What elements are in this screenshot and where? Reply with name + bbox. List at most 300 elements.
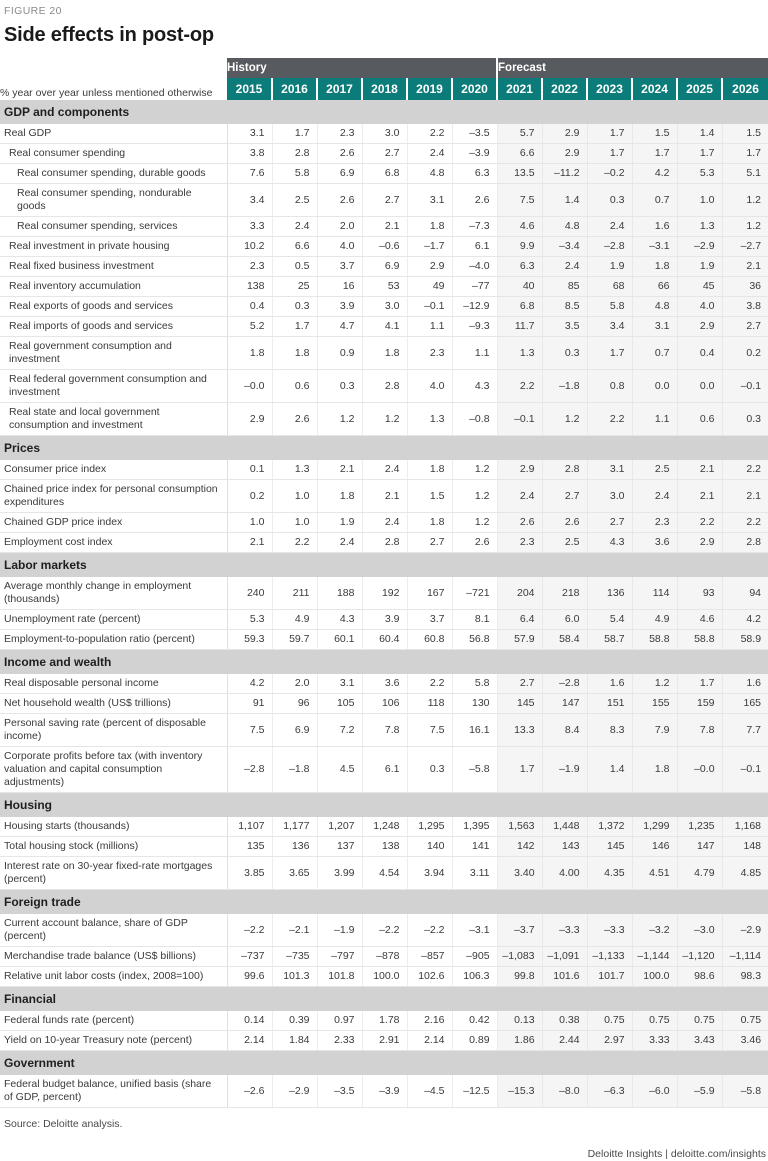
- cell-2020: 6.3: [452, 164, 497, 184]
- cell-2025: 159: [677, 694, 722, 714]
- col-header-2024: 2024: [632, 78, 677, 100]
- cell-2015: 3.3: [227, 217, 272, 237]
- cell-2025: –0.0: [677, 747, 722, 793]
- cell-2026: 1.6: [722, 674, 768, 694]
- cell-2019: 1,295: [407, 817, 452, 837]
- economic-forecast-table: [0, 58, 768, 1108]
- row-label: Employment-to-population ratio (percent): [0, 630, 227, 650]
- cell-2024: 1.2: [632, 674, 677, 694]
- cell-2024: 1.5: [632, 124, 677, 144]
- band-spacer: [0, 58, 227, 78]
- table-row: [0, 237, 768, 257]
- cell-2022: 2.6: [542, 513, 587, 533]
- cell-2017: 2.6: [317, 144, 362, 164]
- cell-2016: 0.3: [272, 297, 317, 317]
- cell-2023: –3.3: [587, 914, 632, 947]
- cell-2018: 1.78: [362, 1011, 407, 1031]
- cell-2019: 0.3: [407, 747, 452, 793]
- cell-2018: 1.2: [362, 403, 407, 436]
- cell-2024: 1,299: [632, 817, 677, 837]
- row-label: Yield on 10-year Treasury note (percent): [0, 1031, 227, 1051]
- cell-2016: 6.6: [272, 237, 317, 257]
- table-row: [0, 124, 768, 144]
- cell-2022: 0.38: [542, 1011, 587, 1031]
- cell-2022: 218: [542, 577, 587, 610]
- table-row: [0, 144, 768, 164]
- col-header-2019: 2019: [407, 78, 452, 100]
- cell-2021: 142: [497, 837, 542, 857]
- row-label: Average monthly change in employment (thousands): [0, 577, 227, 610]
- table-row: [0, 630, 768, 650]
- cell-2019: 118: [407, 694, 452, 714]
- cell-2016: 3.65: [272, 857, 317, 890]
- table-row: [0, 577, 768, 610]
- cell-2019: 2.2: [407, 124, 452, 144]
- cell-2021: 1,563: [497, 817, 542, 837]
- col-header-2022: 2022: [542, 78, 587, 100]
- cell-2020: –905: [452, 947, 497, 967]
- cell-2020: –721: [452, 577, 497, 610]
- cell-2018: 1.8: [362, 337, 407, 370]
- cell-2015: 1.0: [227, 513, 272, 533]
- cell-2022: 4.8: [542, 217, 587, 237]
- section-title: Income and wealth: [0, 650, 768, 675]
- cell-2022: 85: [542, 277, 587, 297]
- cell-2026: 2.1: [722, 257, 768, 277]
- cell-2015: 138: [227, 277, 272, 297]
- cell-2015: 3.1: [227, 124, 272, 144]
- cell-2021: 4.6: [497, 217, 542, 237]
- cell-2019: 60.8: [407, 630, 452, 650]
- cell-2016: 101.3: [272, 967, 317, 987]
- row-label: Real federal government consumption and investment: [0, 370, 227, 403]
- cell-2019: 2.14: [407, 1031, 452, 1051]
- cell-2021: 6.8: [497, 297, 542, 317]
- cell-2020: 1.2: [452, 480, 497, 513]
- table-row: [0, 403, 768, 436]
- cell-2017: 4.7: [317, 317, 362, 337]
- section-header-row: [0, 1051, 768, 1076]
- cell-2026: 3.8: [722, 297, 768, 317]
- cell-2021: 5.7: [497, 124, 542, 144]
- row-label: Federal funds rate (percent): [0, 1011, 227, 1031]
- table-row: [0, 277, 768, 297]
- cell-2024: 2.4: [632, 480, 677, 513]
- cell-2018: 3.0: [362, 297, 407, 317]
- cell-2026: 4.2: [722, 610, 768, 630]
- cell-2020: 141: [452, 837, 497, 857]
- row-label: Personal saving rate (percent of disposable income): [0, 714, 227, 747]
- cell-2018: 6.9: [362, 257, 407, 277]
- cell-2017: 4.3: [317, 610, 362, 630]
- row-label: Employment cost index: [0, 533, 227, 553]
- row-label: Real state and local government consumption and investment: [0, 403, 227, 436]
- cell-2024: –3.1: [632, 237, 677, 257]
- cell-2022: 2.8: [542, 460, 587, 480]
- cell-2024: 1.6: [632, 217, 677, 237]
- cell-2024: 1.8: [632, 257, 677, 277]
- cell-2022: 0.3: [542, 337, 587, 370]
- cell-2018: 2.8: [362, 370, 407, 403]
- cell-2015: 240: [227, 577, 272, 610]
- cell-2025: 2.1: [677, 480, 722, 513]
- cell-2024: 4.9: [632, 610, 677, 630]
- cell-2025: 93: [677, 577, 722, 610]
- table-row: [0, 747, 768, 793]
- period-band-row: [0, 58, 768, 78]
- cell-2018: 2.4: [362, 460, 407, 480]
- cell-2020: 2.6: [452, 533, 497, 553]
- cell-2019: –857: [407, 947, 452, 967]
- cell-2025: 1.0: [677, 184, 722, 217]
- cell-2021: 0.13: [497, 1011, 542, 1031]
- cell-2018: 53: [362, 277, 407, 297]
- cell-2017: 4.5: [317, 747, 362, 793]
- cell-2021: 13.3: [497, 714, 542, 747]
- row-label: Current account balance, share of GDP (percent): [0, 914, 227, 947]
- cell-2015: 59.3: [227, 630, 272, 650]
- cell-2017: 105: [317, 694, 362, 714]
- cell-2019: 2.16: [407, 1011, 452, 1031]
- cell-2020: –5.8: [452, 747, 497, 793]
- section-title: Foreign trade: [0, 890, 768, 915]
- cell-2017: –3.5: [317, 1075, 362, 1108]
- cell-2026: 1.5: [722, 124, 768, 144]
- cell-2022: 2.5: [542, 533, 587, 553]
- cell-2026: 2.7: [722, 317, 768, 337]
- cell-2015: 135: [227, 837, 272, 857]
- cell-2016: 4.9: [272, 610, 317, 630]
- cell-2017: 2.1: [317, 460, 362, 480]
- cell-2021: 11.7: [497, 317, 542, 337]
- cell-2022: 2.7: [542, 480, 587, 513]
- cell-2022: 2.9: [542, 144, 587, 164]
- col-header-2026: 2026: [722, 78, 768, 100]
- cell-2021: 1.7: [497, 747, 542, 793]
- cell-2024: 66: [632, 277, 677, 297]
- cell-2021: 204: [497, 577, 542, 610]
- cell-2019: 3.1: [407, 184, 452, 217]
- cell-2025: 58.8: [677, 630, 722, 650]
- col-header-2023: 2023: [587, 78, 632, 100]
- cell-2016: 25: [272, 277, 317, 297]
- cell-2017: 188: [317, 577, 362, 610]
- cell-2021: –0.1: [497, 403, 542, 436]
- cell-2022: 143: [542, 837, 587, 857]
- cell-2018: –2.2: [362, 914, 407, 947]
- cell-2023: 1.6: [587, 674, 632, 694]
- cell-2019: –0.1: [407, 297, 452, 317]
- row-label: Relative unit labor costs (index, 2008=100): [0, 967, 227, 987]
- cell-2019: 2.4: [407, 144, 452, 164]
- cell-2026: 1,168: [722, 817, 768, 837]
- cell-2022: 1.2: [542, 403, 587, 436]
- cell-2018: –878: [362, 947, 407, 967]
- cell-2023: –6.3: [587, 1075, 632, 1108]
- table-row: [0, 217, 768, 237]
- cell-2015: 7.6: [227, 164, 272, 184]
- year-header-row: [0, 78, 768, 100]
- cell-2018: 6.1: [362, 747, 407, 793]
- cell-2019: 2.7: [407, 533, 452, 553]
- cell-2022: 8.5: [542, 297, 587, 317]
- cell-2025: 0.75: [677, 1011, 722, 1031]
- cell-2023: 0.75: [587, 1011, 632, 1031]
- cell-2026: 0.3: [722, 403, 768, 436]
- table-row: [0, 714, 768, 747]
- row-label: Real consumer spending, durable goods: [0, 164, 227, 184]
- table-row: [0, 914, 768, 947]
- cell-2024: 155: [632, 694, 677, 714]
- table-row: [0, 967, 768, 987]
- cell-2025: 1,235: [677, 817, 722, 837]
- section-title: Financial: [0, 987, 768, 1012]
- table-row: [0, 1075, 768, 1108]
- row-label: Chained GDP price index: [0, 513, 227, 533]
- cell-2022: 3.5: [542, 317, 587, 337]
- cell-2024: 0.0: [632, 370, 677, 403]
- table-row: [0, 480, 768, 513]
- cell-2019: 1.5: [407, 480, 452, 513]
- cell-2015: –737: [227, 947, 272, 967]
- cell-2021: 2.2: [497, 370, 542, 403]
- cell-2024: 3.33: [632, 1031, 677, 1051]
- cell-2020: –77: [452, 277, 497, 297]
- cell-2016: 1.7: [272, 317, 317, 337]
- cell-2024: 4.8: [632, 297, 677, 317]
- cell-2016: 5.8: [272, 164, 317, 184]
- section-header-row: [0, 987, 768, 1012]
- cell-2023: 3.0: [587, 480, 632, 513]
- cell-2017: 6.9: [317, 164, 362, 184]
- cell-2021: 13.5: [497, 164, 542, 184]
- cell-2018: 6.8: [362, 164, 407, 184]
- cell-2020: 0.42: [452, 1011, 497, 1031]
- cell-2024: 1.7: [632, 144, 677, 164]
- row-label: Housing starts (thousands): [0, 817, 227, 837]
- row-label: Interest rate on 30-year fixed-rate mortgages (percent): [0, 857, 227, 890]
- cell-2022: 4.00: [542, 857, 587, 890]
- cell-2019: 1.8: [407, 513, 452, 533]
- cell-2018: 2.8: [362, 533, 407, 553]
- cell-2025: 2.1: [677, 460, 722, 480]
- cell-2017: 101.8: [317, 967, 362, 987]
- cell-2024: 100.0: [632, 967, 677, 987]
- band-forecast: Forecast: [497, 58, 768, 78]
- cell-2017: 0.97: [317, 1011, 362, 1031]
- col-header-2018: 2018: [362, 78, 407, 100]
- cell-2025: –1,120: [677, 947, 722, 967]
- cell-2019: 1.8: [407, 217, 452, 237]
- cell-2021: 57.9: [497, 630, 542, 650]
- table-row: [0, 837, 768, 857]
- cell-2025: 1.4: [677, 124, 722, 144]
- cell-2019: 2.9: [407, 257, 452, 277]
- cell-2025: 2.9: [677, 317, 722, 337]
- cell-2015: 2.14: [227, 1031, 272, 1051]
- cell-2017: 0.3: [317, 370, 362, 403]
- cell-2017: 2.4: [317, 533, 362, 553]
- cell-2025: 5.3: [677, 164, 722, 184]
- cell-2023: 0.3: [587, 184, 632, 217]
- cell-2018: 100.0: [362, 967, 407, 987]
- cell-2025: 4.6: [677, 610, 722, 630]
- row-label: Total housing stock (millions): [0, 837, 227, 857]
- row-label: Real exports of goods and services: [0, 297, 227, 317]
- cell-2024: 7.9: [632, 714, 677, 747]
- cell-2015: 91: [227, 694, 272, 714]
- cell-2026: –2.7: [722, 237, 768, 257]
- cell-2020: 106.3: [452, 967, 497, 987]
- cell-2023: –0.2: [587, 164, 632, 184]
- cell-2020: 0.89: [452, 1031, 497, 1051]
- table-header: [0, 58, 768, 100]
- cell-2019: 140: [407, 837, 452, 857]
- figure-label: FIGURE 20: [4, 5, 62, 17]
- cell-2018: 2.4: [362, 513, 407, 533]
- cell-2026: 2.2: [722, 460, 768, 480]
- cell-2022: 101.6: [542, 967, 587, 987]
- cell-2015: 0.1: [227, 460, 272, 480]
- cell-2019: –2.2: [407, 914, 452, 947]
- section-title: GDP and components: [0, 100, 768, 124]
- cell-2022: –1.9: [542, 747, 587, 793]
- cell-2022: 1,448: [542, 817, 587, 837]
- cell-2023: 0.8: [587, 370, 632, 403]
- cell-2023: 3.4: [587, 317, 632, 337]
- cell-2015: 0.4: [227, 297, 272, 317]
- cell-2019: 4.0: [407, 370, 452, 403]
- cell-2021: 9.9: [497, 237, 542, 257]
- cell-2022: –1,091: [542, 947, 587, 967]
- cell-2021: –3.7: [497, 914, 542, 947]
- cell-2016: 2.6: [272, 403, 317, 436]
- cell-2016: 1.8: [272, 337, 317, 370]
- cell-2017: –797: [317, 947, 362, 967]
- cell-2025: –2.9: [677, 237, 722, 257]
- cell-2025: 45: [677, 277, 722, 297]
- cell-2015: 0.2: [227, 480, 272, 513]
- table-row: [0, 610, 768, 630]
- cell-2024: 3.6: [632, 533, 677, 553]
- table-row: [0, 370, 768, 403]
- cell-2020: –0.8: [452, 403, 497, 436]
- cell-2015: 7.5: [227, 714, 272, 747]
- credit-note: Deloitte Insights | deloitte.com/insights: [587, 1148, 766, 1160]
- table-row: [0, 337, 768, 370]
- cell-2015: 10.2: [227, 237, 272, 257]
- cell-2015: 1.8: [227, 337, 272, 370]
- cell-2021: 6.3: [497, 257, 542, 277]
- section-header-row: [0, 890, 768, 915]
- cell-2018: 138: [362, 837, 407, 857]
- col-header-2017: 2017: [317, 78, 362, 100]
- cell-2022: 6.0: [542, 610, 587, 630]
- table-row: [0, 817, 768, 837]
- cell-2017: 1.8: [317, 480, 362, 513]
- cell-2026: 1.2: [722, 184, 768, 217]
- cell-2015: –0.0: [227, 370, 272, 403]
- cell-2025: 98.6: [677, 967, 722, 987]
- cell-2020: –3.1: [452, 914, 497, 947]
- cell-2022: –8.0: [542, 1075, 587, 1108]
- cell-2026: –0.1: [722, 370, 768, 403]
- cell-2020: 130: [452, 694, 497, 714]
- cell-2021: 2.4: [497, 480, 542, 513]
- cell-2021: 2.7: [497, 674, 542, 694]
- cell-2020: –3.5: [452, 124, 497, 144]
- cell-2019: –4.5: [407, 1075, 452, 1108]
- cell-2026: 0.75: [722, 1011, 768, 1031]
- row-label: Real consumer spending, services: [0, 217, 227, 237]
- cell-2016: 0.6: [272, 370, 317, 403]
- cell-2020: 1,395: [452, 817, 497, 837]
- cell-2017: 16: [317, 277, 362, 297]
- cell-2016: 2.0: [272, 674, 317, 694]
- cell-2023: 2.97: [587, 1031, 632, 1051]
- cell-2026: 148: [722, 837, 768, 857]
- cell-2021: 2.6: [497, 513, 542, 533]
- cell-2021: –1,083: [497, 947, 542, 967]
- cell-2023: 1.7: [587, 144, 632, 164]
- cell-2022: –2.8: [542, 674, 587, 694]
- cell-2019: 1.1: [407, 317, 452, 337]
- row-label: Real inventory accumulation: [0, 277, 227, 297]
- cell-2023: 151: [587, 694, 632, 714]
- cell-2024: –1,144: [632, 947, 677, 967]
- row-label: Real government consumption and investment: [0, 337, 227, 370]
- table-row: [0, 947, 768, 967]
- table-row: [0, 694, 768, 714]
- cell-2015: 3.8: [227, 144, 272, 164]
- cell-2015: –2.8: [227, 747, 272, 793]
- cell-2026: 1.7: [722, 144, 768, 164]
- cell-2016: 6.9: [272, 714, 317, 747]
- row-label: Consumer price index: [0, 460, 227, 480]
- cell-2016: 2.4: [272, 217, 317, 237]
- cell-2020: –12.9: [452, 297, 497, 317]
- row-label: Real consumer spending, nondurable goods: [0, 184, 227, 217]
- cell-2023: 8.3: [587, 714, 632, 747]
- cell-2025: –5.9: [677, 1075, 722, 1108]
- cell-2017: 2.33: [317, 1031, 362, 1051]
- cell-2022: –11.2: [542, 164, 587, 184]
- table-row: [0, 460, 768, 480]
- cell-2018: 2.91: [362, 1031, 407, 1051]
- cell-2017: 7.2: [317, 714, 362, 747]
- cell-2017: 0.9: [317, 337, 362, 370]
- cell-2026: 0.2: [722, 337, 768, 370]
- cell-2026: –2.9: [722, 914, 768, 947]
- cell-2025: 1.3: [677, 217, 722, 237]
- cell-2026: –0.1: [722, 747, 768, 793]
- cell-2020: 16.1: [452, 714, 497, 747]
- cell-2025: 1.7: [677, 674, 722, 694]
- cell-2023: 5.8: [587, 297, 632, 317]
- section-title: Prices: [0, 436, 768, 461]
- cell-2016: 59.7: [272, 630, 317, 650]
- table-row: [0, 513, 768, 533]
- cell-2022: 58.4: [542, 630, 587, 650]
- cell-2020: 1.2: [452, 460, 497, 480]
- cell-2019: 3.94: [407, 857, 452, 890]
- cell-2020: 56.8: [452, 630, 497, 650]
- cell-2025: 3.43: [677, 1031, 722, 1051]
- cell-2021: 99.8: [497, 967, 542, 987]
- cell-2021: 2.9: [497, 460, 542, 480]
- col-header-2015: 2015: [227, 78, 272, 100]
- col-header-2021: 2021: [497, 78, 542, 100]
